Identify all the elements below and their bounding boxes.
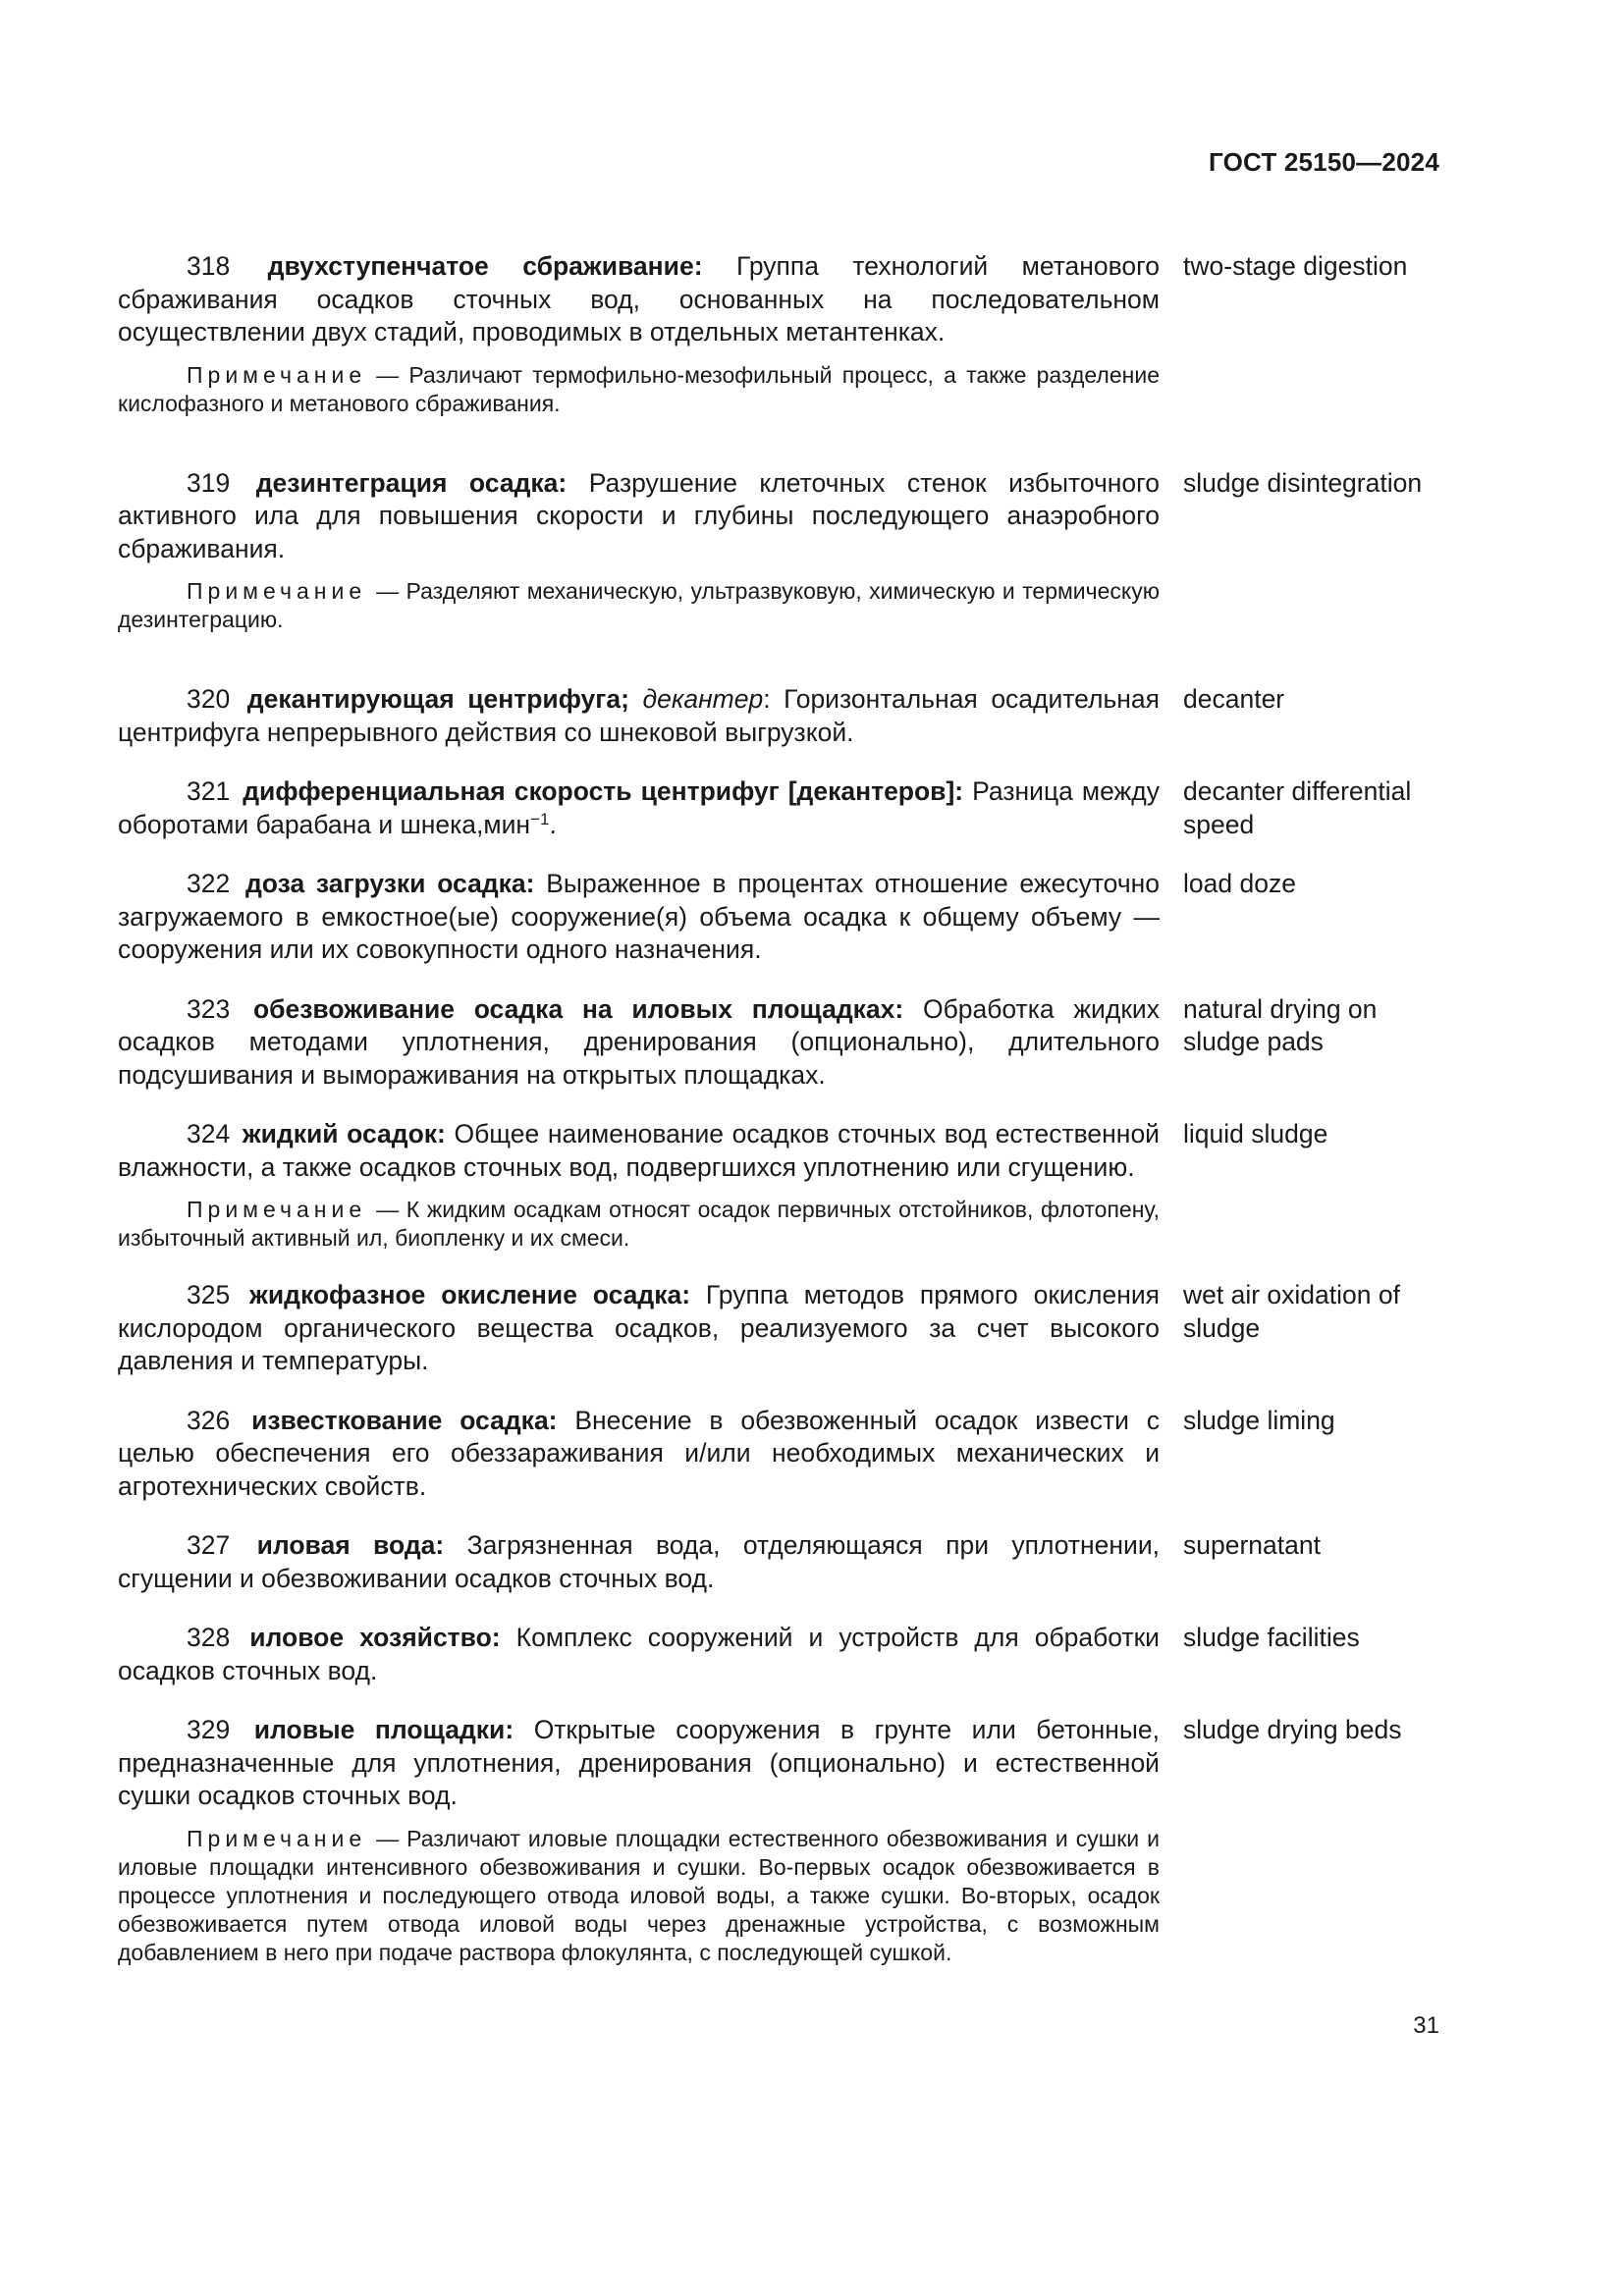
term-entry-318 <box>118 250 1439 418</box>
term-number: 324 <box>187 1119 231 1148</box>
english-equivalent: two-stage digestion <box>1183 251 1408 281</box>
term-note <box>118 577 1160 634</box>
english-equivalent: wet air oxidation of sludge <box>1183 1280 1400 1343</box>
term-name: обезвоживание осадка на иловых площадках: <box>252 993 904 1024</box>
term-number: 322 <box>187 869 231 898</box>
term-definition <box>118 775 1160 841</box>
term-entry-main <box>118 868 1160 967</box>
note-text: — Различают иловые площадки естественного обезвоживания и сушки и иловые площадки интенсивного обезвоживания и сушки. Во-первых осадок обезвоживается в процессе уплотнения и последующего отвода иловой воды, а также сушки. Во-вторых, осадок обезвоживается путем отвода иловой воды через дренажные устройства, с возможным добавлением в него при подаче раствора флокулянта, с последующей сушкой. <box>118 1825 1160 1965</box>
english-equivalent: decanter <box>1183 684 1285 714</box>
definition-text: Открытые сооружения в грунте или бетонные, предназначенные для уплотнения, дренирования (опционально) и естественной сушки осадков сточных вод. <box>118 1715 1160 1810</box>
term-entry-327 <box>118 1529 1439 1595</box>
term-entry-319 <box>118 467 1439 635</box>
english-equivalent: load doze <box>1183 869 1296 898</box>
term-entry-main <box>118 1622 1160 1687</box>
definition-text: Обработка жидких осадков методами уплотнения, дренирования (опционально), длительного подсушивания и вымораживания на открытых площадках. <box>118 993 1160 1090</box>
definition-text: Общее наименование осадков сточных вод естественной влажности, а также осадков сточных вод, подвергшихся уплотнению или сгущению. <box>118 1119 1160 1182</box>
term-number: 321 <box>187 776 231 806</box>
term-entry-main <box>118 683 1160 749</box>
term-number: 319 <box>187 467 231 498</box>
term-number: 328 <box>187 1623 231 1652</box>
term-synonym: декантер <box>642 684 764 714</box>
definition-text: Загрязненная вода, отделяющаяся при уплотнении, сгущении и обезвоживании осадков сточных вод. <box>118 1530 1160 1593</box>
term-number: 329 <box>187 1715 231 1744</box>
english-equivalent: supernatant <box>1183 1530 1321 1560</box>
term-definition <box>118 1622 1160 1687</box>
term-definition <box>118 1118 1160 1184</box>
definition-text: : Горизонтальная осадительная центрифуга непрерывного действия со шнековой выгрузкой. <box>118 684 1160 747</box>
term-definition <box>118 683 1160 749</box>
term-number: 323 <box>187 993 231 1024</box>
term-name: двухступенчатое сбраживание: <box>267 251 703 281</box>
definition-end: . <box>549 809 557 839</box>
english-equivalent: natural drying on sludge pads <box>1183 993 1378 1056</box>
term-entry-328 <box>118 1622 1439 1687</box>
term-entry-main <box>118 775 1160 841</box>
english-equivalent: sludge drying beds <box>1183 1715 1402 1744</box>
term-entry-main <box>118 1118 1160 1253</box>
standard-id-header: ГОСТ 25150—2024 <box>1209 147 1439 177</box>
term-definition <box>118 467 1160 566</box>
definition-text: Разрушение клеточных стенок избыточного активного ила для повышения скорости и глубины последующего анаэробного сбраживания. <box>118 467 1160 563</box>
english-equivalent: sludge facilities <box>1183 1623 1360 1652</box>
term-definition <box>118 1279 1160 1378</box>
term-entry-329 <box>118 1714 1439 1967</box>
english-equivalent: liquid sludge <box>1183 1119 1328 1148</box>
term-entry-main <box>118 993 1160 1093</box>
note-text: — К жидким осадкам относят осадок первичных отстойников, флотопену, избыточный активный ил, биопленку и их смеси. <box>118 1197 1160 1251</box>
term-definition <box>118 250 1160 349</box>
definition-text: Группа технологий метанового сбраживания осадков сточных вод, основанных на последовательном осуществлении двух стадий, проводимых в отдельных метантенках. <box>118 251 1160 347</box>
term-number: 325 <box>187 1280 231 1309</box>
term-entry-main <box>118 1714 1160 1967</box>
term-definition <box>118 868 1160 967</box>
term-name: доза загрузки осадка: <box>244 869 535 898</box>
definition-text: Выраженное в процентах отношение ежесуточно загружаемого в емкостное(ые) сооружение(я) объема осадка к общему объему — сооружения или их совокупности одного назначения. <box>118 869 1161 964</box>
term-note <box>118 1825 1160 1967</box>
term-entry-main <box>118 467 1160 635</box>
term-number: 320 <box>187 684 231 714</box>
term-entry-320 <box>118 683 1439 749</box>
term-entry-main <box>118 1529 1160 1595</box>
note-label: Примечание <box>187 578 367 604</box>
term-entry-324 <box>118 1118 1439 1253</box>
term-name: дифференциальная скорость центрифуг [декантеров]: <box>243 776 964 806</box>
term-entry-main <box>118 250 1160 418</box>
term-number: 326 <box>187 1405 231 1435</box>
term-entry-main <box>118 1279 1160 1378</box>
definition-text: Группа методов прямого окисления кислородом органического вещества осадков, реализуемого за счет высокого давления и температуры. <box>118 1280 1160 1375</box>
term-name: жидкофазное окисление осадка: <box>249 1280 691 1309</box>
term-definition <box>118 1405 1160 1504</box>
page-number: 31 <box>1413 2012 1439 2039</box>
term-name: дезинтеграция осадка: <box>255 467 568 498</box>
term-name: известкование осадка: <box>251 1405 558 1435</box>
term-definition <box>118 1714 1160 1813</box>
definition-text: Разница между оборотами барабана и шнека,мин <box>118 776 1160 839</box>
definition-text: Внесение в обезвоженный осадок извести с целью обеспечения его обеззараживания и/или необходимых механических и агротехнических свойств. <box>118 1405 1160 1501</box>
note-text: — Различают термофильно-мезофильный процесс, а также разделение кислофазного и метанового сбраживания. <box>118 361 1160 416</box>
term-entry-322 <box>118 868 1439 967</box>
english-equivalent: decanter differential speed <box>1183 776 1412 839</box>
english-equivalent: sludge liming <box>1183 1405 1335 1435</box>
note-label: Примечание <box>187 1197 367 1222</box>
term-entry-323 <box>118 993 1439 1093</box>
term-entry-325 <box>118 1279 1439 1378</box>
note-label: Примечание <box>187 1825 367 1851</box>
terms-list <box>118 250 1439 1994</box>
note-text: — Разделяют механическую, ультразвуковую, химическую и термическую дезинтеграцию. <box>118 578 1160 632</box>
term-note <box>118 361 1160 418</box>
term-definition <box>118 1529 1160 1595</box>
term-name: иловое хозяйство: <box>249 1623 501 1652</box>
term-entry-326 <box>118 1405 1439 1504</box>
definition-text: Комплекс сооружений и устройств для обработки осадков сточных вод. <box>118 1623 1160 1685</box>
term-note <box>118 1196 1160 1253</box>
english-equivalent: sludge disintegration <box>1183 467 1423 498</box>
term-name: жидкий осадок: <box>242 1119 446 1148</box>
term-entry-321 <box>118 775 1439 841</box>
note-label: Примечание <box>187 361 367 388</box>
term-name: иловые площадки: <box>253 1715 514 1744</box>
term-number: 327 <box>187 1530 231 1560</box>
unit-exponent: −1 <box>530 809 550 828</box>
term-entry-main <box>118 1405 1160 1504</box>
term-definition <box>118 993 1160 1093</box>
term-number: 318 <box>187 251 231 281</box>
term-name: иловая вода: <box>256 1530 445 1560</box>
term-name: декантирующая центрифуга; <box>246 684 629 714</box>
